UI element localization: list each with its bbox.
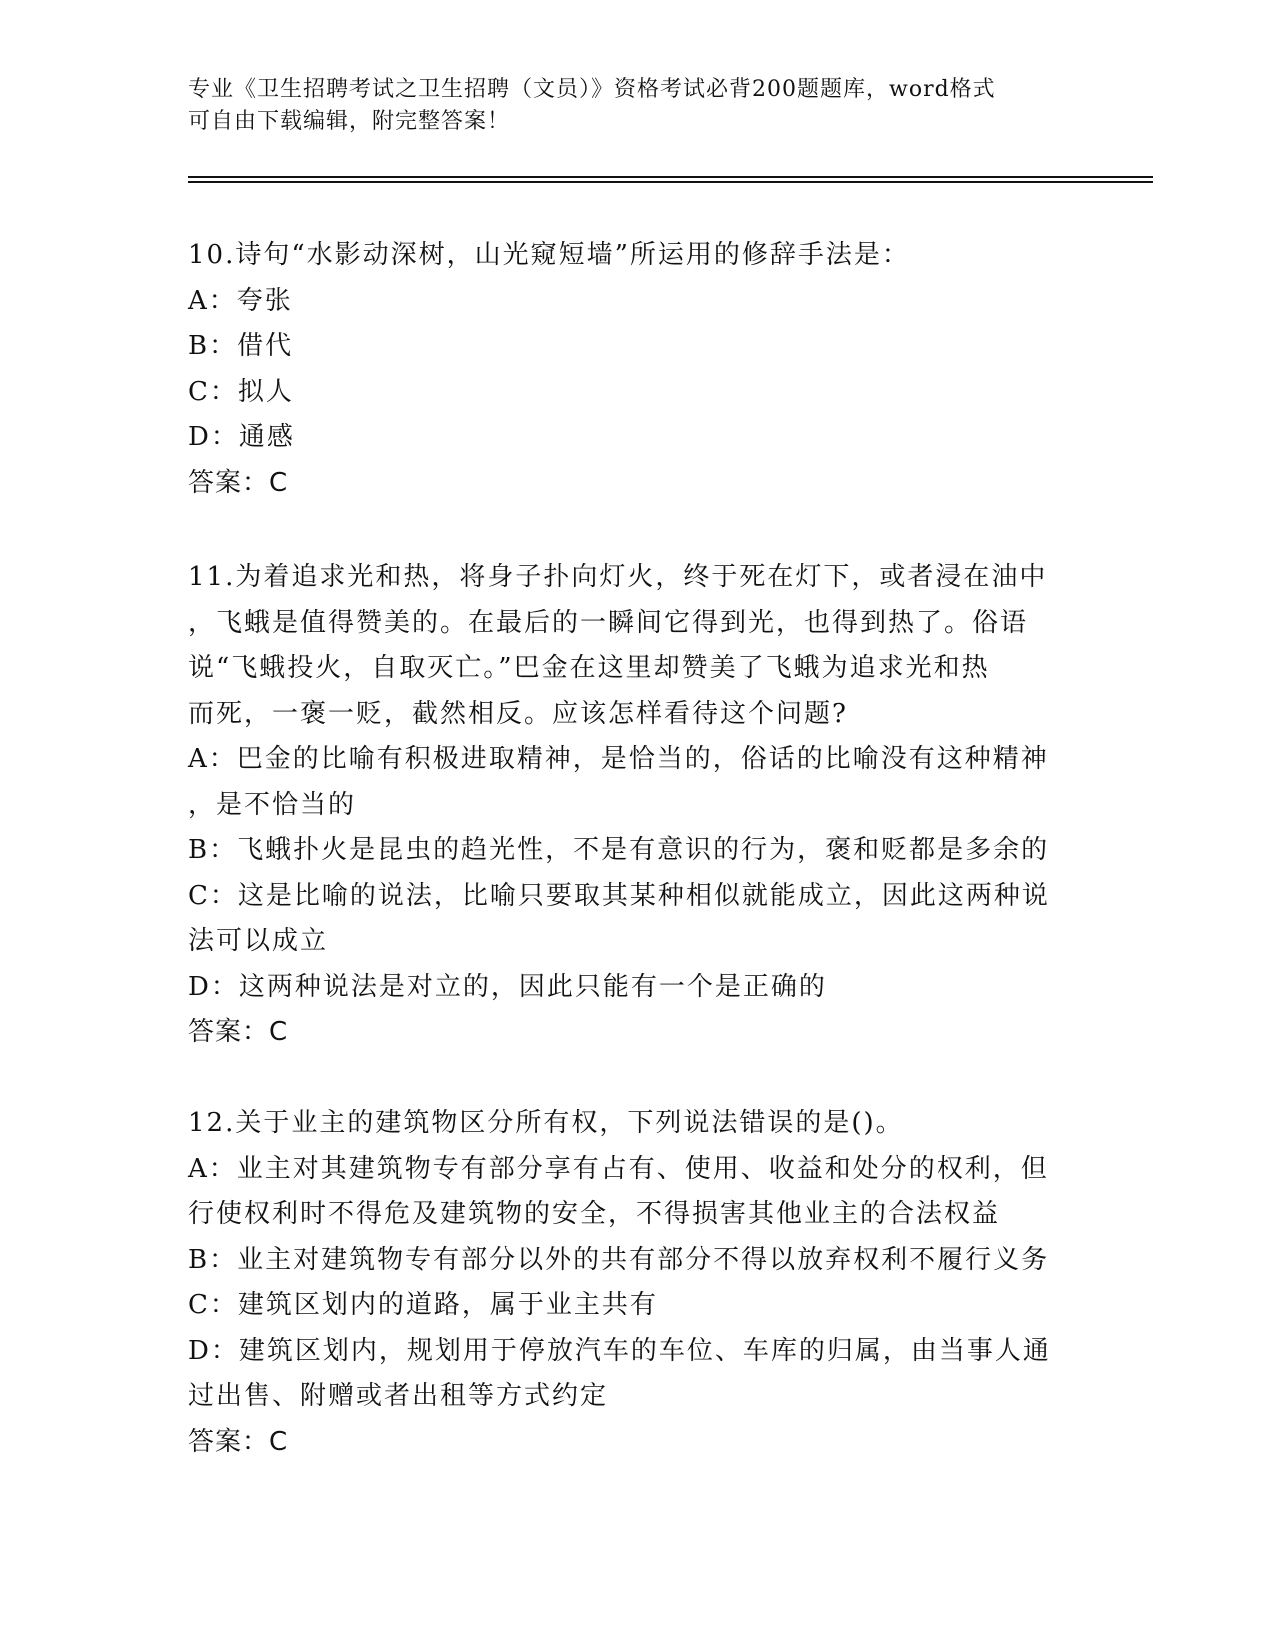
- question-12: [188, 1101, 1068, 1465]
- option-b: B：借代: [188, 331, 294, 361]
- question-stem: 10.诗句“水影动深树，山光窥短墙”所运用的修辞手法是：: [188, 240, 910, 270]
- option-c: C：拟人: [188, 376, 294, 407]
- header-divider-bottom: [188, 181, 1153, 183]
- option-c: C：这是比喻的说法，比喻只要取其某种相似就能成立，因此这两种说: [188, 880, 1050, 911]
- answer: 答案：C: [188, 1017, 289, 1047]
- option-a: A：夸张: [188, 285, 293, 316]
- option-c-continued: 法可以成立: [188, 926, 329, 956]
- question-11: [188, 555, 1068, 1056]
- answer: 答案：C: [188, 1426, 289, 1457]
- header-line-1: 专业《卫生招聘考试之卫生招聘（文员）》资格考试必背200题题库，word格式: [188, 77, 996, 102]
- option-d: D：通感: [188, 422, 295, 452]
- option-a-continued: 行使权利时不得危及建筑物的安全，不得损害其他业主的合法权益: [188, 1199, 1001, 1229]
- option-a-continued: ，是不恰当的: [188, 789, 357, 820]
- option-d: D：建筑区划内，规划用于停放汽车的车位、车库的归属，由当事人通: [188, 1335, 1051, 1366]
- option-b: B：飞蛾扑火是昆虫的趋光性，不是有意识的行为，褒和贬都是多余的: [188, 835, 1050, 865]
- option-b: B：业主对建筑物专有部分以外的共有部分不得以放弃权利不履行义务: [188, 1244, 1050, 1275]
- option-c: C：建筑区划内的道路，属于业主共有: [188, 1290, 658, 1320]
- option-d-continued: 过出售、附赠或者出租等方式约定: [188, 1381, 609, 1411]
- header-divider-top: [188, 176, 1153, 178]
- header-line-2: 可自由下载编辑，附完整答案！: [188, 109, 511, 134]
- question-stem: 11.为着追求光和热，将身子扑向灯火，终于死在灯下，或者浸在油中: [188, 562, 1048, 592]
- option-a: A：巴金的比喻有积极进取精神，是恰当的，俗话的比喻没有这种精神: [188, 744, 1049, 774]
- option-a: A：业主对其建筑物专有部分享有占有、使用、收益和处分的权利，但: [188, 1153, 1049, 1184]
- answer: 答案：C: [188, 467, 289, 498]
- question-stem: 而死，一褒一贬，截然相反。应该怎样看待这个问题?: [188, 698, 848, 729]
- question-10: [188, 233, 1068, 506]
- question-stem: ，飞蛾是值得赞美的。在最后的一瞬间它得到光，也得到热了。俗语: [188, 607, 1029, 638]
- option-d: D：这两种说法是对立的，因此只能有一个是正确的: [188, 971, 827, 1002]
- question-stem: 说“飞蛾投火，自取灭亡。”巴金在这里却赞美了飞蛾为追求光和热: [188, 653, 990, 683]
- document-header: [188, 74, 1088, 138]
- question-stem: 12.关于业主的建筑物区分所有权，下列说法错误的是()。: [188, 1108, 904, 1138]
